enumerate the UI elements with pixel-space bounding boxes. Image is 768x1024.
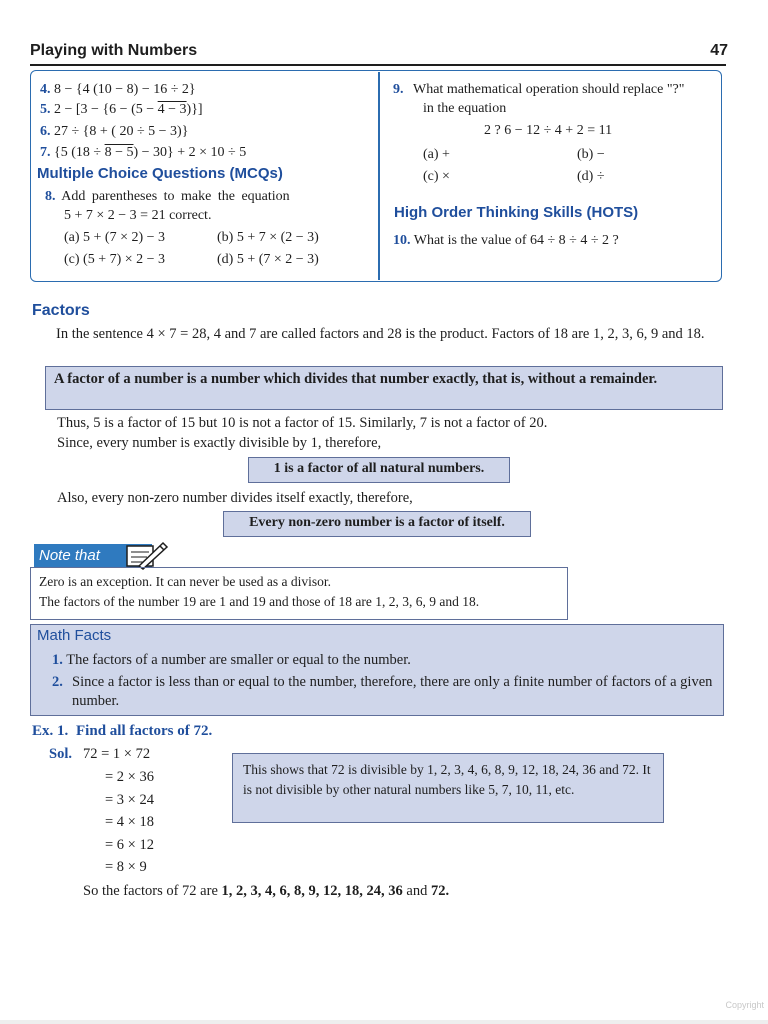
example-label: Ex. 1. — [32, 723, 69, 739]
math-facts-heading: Math Facts — [37, 627, 112, 644]
note-line-2: The factors of the number 19 are 1 and 19 and those of 18 are 1, 2, 3, 6, 9 and 18. — [39, 594, 480, 609]
question-10-line: What is the value of 64 ÷ 8 ÷ 4 ÷ 2 ? — [413, 233, 619, 248]
hots-heading: High Order Thinking Skills (HOTS) — [394, 204, 639, 221]
question-8-line1: Add parentheses to make the equation — [61, 189, 290, 204]
exercise-expression-end: )}] — [186, 102, 203, 117]
fact-number: 2. — [52, 674, 63, 690]
factors-heading: Factors — [32, 302, 90, 319]
vinculum-term: 8 − 5 — [104, 145, 134, 160]
solution-label: Sol. — [49, 746, 72, 762]
conclusion-text: So the factors of 72 are — [83, 883, 222, 899]
question-number: 10. — [393, 233, 411, 248]
option-8b: (b) 5 + 7 × (2 − 3) — [217, 230, 319, 245]
exercise-expression-end: ) − 30} + 2 × 10 ÷ 5 — [133, 145, 247, 160]
page-bottom-edge — [0, 1020, 768, 1024]
example-explanation-box: This shows that 72 is divisible by 1, 2, 3, 4, 6, 8, 9, 12, 18, 24, 36 and 72. It is not divisible by other natural numbers like 5, 7, 10, 11, etc. — [232, 753, 664, 823]
exercise-4 — [40, 80, 196, 99]
exercise-expression: 8 − {4 (10 − 8) − 16 ÷ 2} — [54, 82, 196, 97]
question-9-text — [393, 80, 684, 99]
note-line-1: Zero is an exception. It can never be used as a divisor. — [39, 574, 332, 589]
question-9-line2: in the equation — [423, 101, 507, 116]
example-question: Find all factors of 72. — [76, 723, 213, 739]
page-header-title: Playing with Numbers — [30, 42, 198, 59]
option-8a: (a) 5 + (7 × 2) − 3 — [64, 230, 166, 245]
math-fact-1 — [52, 651, 411, 670]
solution-line-5: = 6 × 12 — [105, 837, 154, 853]
factors-thus-text: Thus, 5 is a factor of 15 but 10 is not a factor of 15. Similarly, 7 is not a factor of 20. — [57, 415, 548, 431]
exercise-box-divider — [378, 72, 380, 280]
mcq-heading: Multiple Choice Questions (MCQs) — [37, 165, 283, 182]
vinculum-term: 4 − 3 — [157, 102, 187, 117]
option-9b: (b) − — [577, 147, 605, 162]
exercise-expression-start: {5 (18 ÷ — [54, 145, 105, 160]
exercise-7 — [40, 143, 246, 162]
exercise-expression-start: 2 − [3 − {6 − (5 − — [54, 102, 158, 117]
question-number: 9. — [393, 82, 404, 97]
option-9d: (d) ÷ — [577, 169, 605, 184]
note-that-text: Note that — [39, 547, 100, 564]
solution-line-4: = 4 × 18 — [105, 814, 154, 830]
pencil-note-icon — [125, 540, 169, 570]
factors-intro: In the sentence 4 × 7 = 28, 4 and 7 are called factors and 28 is the product. Factors of 18 are 1, 2, 3, 6, 9 and 18. — [56, 326, 705, 342]
exercise-expression: 27 ÷ {8 + ( 20 ÷ 5 − 3)} — [54, 124, 189, 139]
copyright-watermark: Copyright — [725, 1000, 764, 1010]
note-box — [30, 567, 568, 620]
example-conclusion — [83, 883, 449, 900]
solution-line-1: 72 = 1 × 72 — [83, 746, 151, 762]
factors-also-text: Also, every non-zero number divides itself exactly, therefore, — [57, 490, 413, 506]
option-9a: (a) + — [423, 147, 450, 162]
option-8d: (d) 5 + (7 × 2 − 3) — [217, 252, 319, 267]
question-10-text — [393, 231, 619, 250]
solution-line-3: = 3 × 24 — [105, 792, 154, 808]
header-rule — [30, 64, 726, 66]
example-heading — [32, 723, 212, 740]
fact-text: Since a factor is less than or equal to the number, therefore, there are only a finite number of factors of a given number. — [72, 674, 713, 709]
question-number: 8. — [45, 189, 56, 204]
conclusion-and: and — [402, 883, 431, 899]
math-fact-2 — [52, 673, 720, 711]
question-9-equation: 2 ? 6 − 12 ÷ 4 + 2 = 11 — [484, 123, 613, 138]
question-9-line1: What mathematical operation should replace "?" — [413, 82, 685, 97]
exercise-5 — [40, 100, 203, 119]
factors-since-text: Since, every number is exactly divisible by 1, therefore, — [57, 435, 382, 451]
fact-number: 1. — [52, 652, 63, 668]
exercise-number: 4. — [40, 82, 51, 97]
solution-line-6: = 8 × 9 — [105, 859, 147, 875]
factor-rule-box-2: Every non-zero number is a factor of itself. — [223, 511, 531, 537]
question-8-line2: 5 + 7 × 2 − 3 = 21 correct. — [64, 208, 212, 223]
page-number: 47 — [710, 42, 728, 59]
option-8c: (c) (5 + 7) × 2 − 3 — [64, 252, 166, 267]
factor-definition-box: A factor of a number is a number which divides that number exactly, that is, without a remainder. — [45, 366, 723, 410]
question-8-text — [45, 187, 290, 206]
conclusion-last-factor: 72. — [430, 883, 450, 899]
conclusion-factors: 1, 2, 3, 4, 6, 8, 9, 12, 18, 24, 36 — [221, 883, 403, 899]
exercise-6 — [40, 122, 188, 141]
option-9c: (c) × — [423, 169, 450, 184]
solution-line-2: = 2 × 36 — [105, 769, 154, 785]
exercise-number: 7. — [40, 145, 51, 160]
factor-rule-box-1: 1 is a factor of all natural numbers. — [248, 457, 510, 483]
exercise-number: 5. — [40, 102, 51, 117]
fact-text: The factors of a number are smaller or equal to the number. — [66, 652, 411, 668]
exercise-number: 6. — [40, 124, 51, 139]
